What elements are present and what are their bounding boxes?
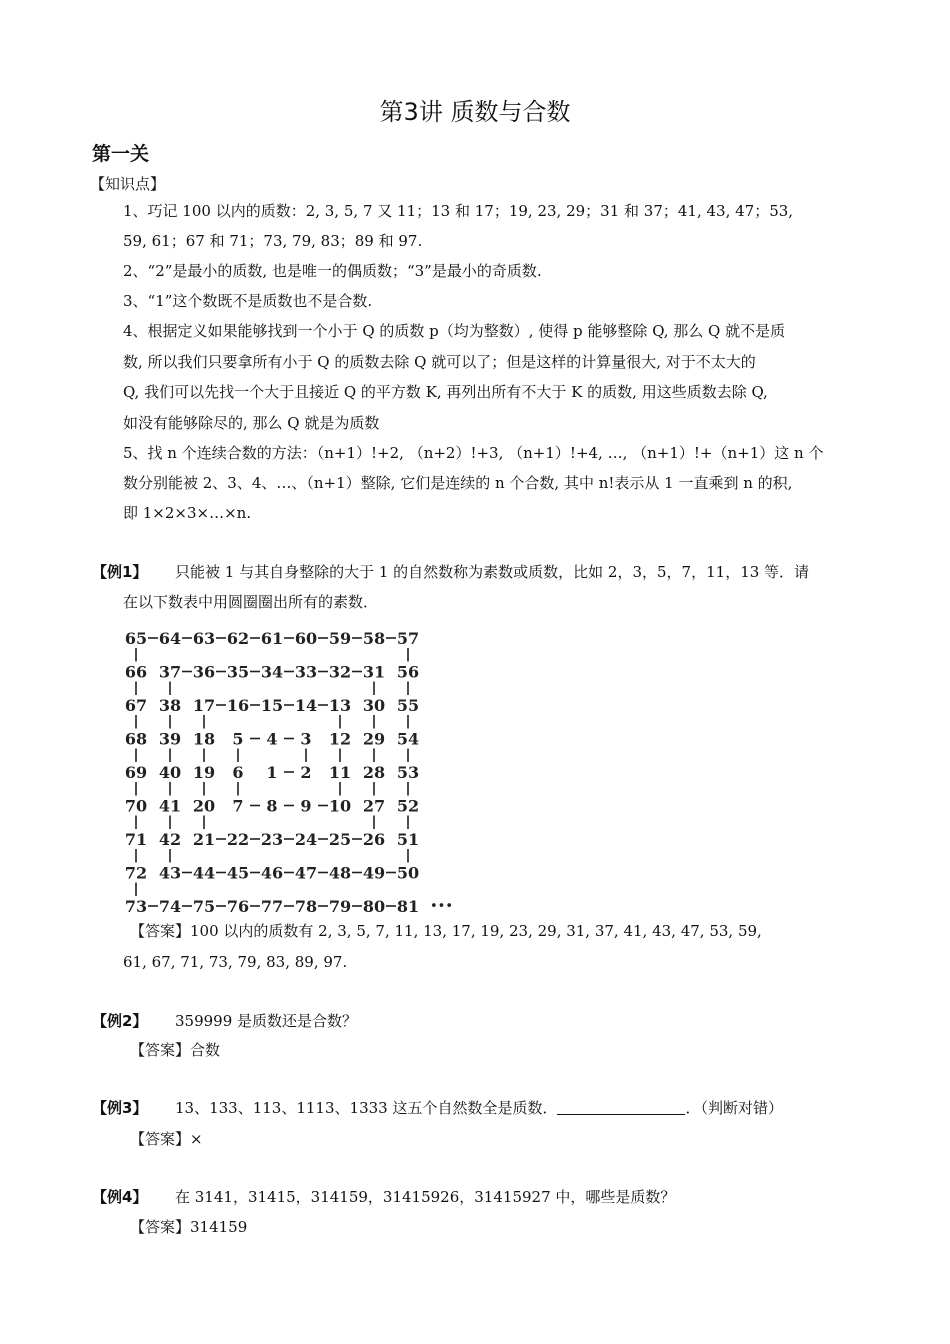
- spiral-number: 72: [124, 863, 148, 883]
- spiral-number: 8: [266, 796, 278, 816]
- spiral-number: 53: [396, 763, 420, 782]
- knowledge-point-1a: 1、巧记 100 以内的质数：2, 3, 5, 7 又 11；13 和 17；19, 23, 29；31 和 37；41, 43, 47；53,: [123, 202, 794, 220]
- spiral-number: 69: [124, 763, 148, 782]
- spiral-number: 75: [192, 897, 216, 914]
- knowledge-point-5a: 5、找 n 个连续合数的方法：（n+1）!+2, （n+2）!+3, （n+1）!+4, …, （n+1）!+（n+1）这 n 个: [123, 444, 824, 462]
- section-heading: 第一关: [92, 143, 150, 165]
- spiral-number: 9: [300, 796, 312, 816]
- knowledge-point-4d: 如没有能够除尽的, 那么 Q 就是为质数: [123, 414, 380, 432]
- spiral-number: 19: [192, 763, 216, 782]
- spiral-number: 38: [158, 696, 182, 715]
- spiral-number: 80: [362, 897, 386, 914]
- spiral-number: 49: [362, 863, 386, 883]
- spiral-number: 22: [226, 830, 250, 849]
- spiral-number: 23: [260, 830, 284, 849]
- spiral-number: 74: [158, 897, 182, 914]
- spiral-number: 45: [226, 863, 250, 883]
- example-1-answer-line2: 61, 67, 71, 73, 79, 83, 89, 97.: [123, 953, 348, 971]
- spiral-number: 56: [396, 662, 420, 682]
- example-3-label: 【例3】: [92, 1099, 148, 1117]
- spiral-number: 52: [396, 796, 420, 816]
- spiral-number: 5: [232, 729, 244, 749]
- spiral-number: 76: [226, 897, 250, 914]
- spiral-number: 41: [158, 796, 182, 816]
- spiral-number: 48: [328, 863, 352, 883]
- spiral-number: 40: [158, 763, 182, 782]
- spiral-number: 11: [328, 763, 352, 782]
- spiral-number: 20: [192, 796, 216, 816]
- spiral-number: 39: [158, 729, 182, 749]
- spiral-number: 51: [396, 830, 420, 849]
- example-1-question-line1: 只能被 1 与其自身整除的大于 1 的自然数称为素数或质数，比如 2，3，5，7，11，13 等．请: [175, 563, 810, 581]
- spiral-number: 50: [396, 863, 420, 883]
- spiral-number: 60: [294, 629, 318, 648]
- spiral-number: 13: [328, 696, 352, 715]
- spiral-number: 36: [192, 662, 216, 682]
- spiral-number: 71: [124, 830, 148, 849]
- knowledge-point-3: 3、“1”这个数既不是质数也不是合数.: [123, 292, 373, 310]
- spiral-number: 14: [294, 696, 318, 715]
- spiral-number: 77: [260, 897, 284, 914]
- knowledge-point-4a: 4、根据定义如果能够找到一个小于 Q 的质数 p（均为整数）, 使得 p 能够整除 Q, 那么 Q 就不是质: [123, 322, 786, 340]
- spiral-number: 29: [362, 729, 386, 749]
- spiral-number: 46: [260, 863, 284, 883]
- spiral-number: 47: [294, 863, 318, 883]
- spiral-number: 81: [396, 897, 420, 914]
- spiral-number: 6: [232, 763, 244, 782]
- spiral-number: 61: [260, 629, 284, 648]
- number-spiral-figure: [122, 624, 478, 914]
- example-4-label: 【例4】: [92, 1188, 148, 1206]
- knowledge-point-5c: 即 1×2×3×…×n.: [123, 504, 252, 522]
- knowledge-point-2: 2、“2”是最小的质数, 也是唯一的偶质数；“3”是最小的奇质数.: [123, 262, 542, 280]
- spiral-number: 42: [158, 830, 182, 849]
- spiral-number: 27: [362, 796, 386, 816]
- spiral-number: 30: [362, 696, 386, 715]
- spiral-number: 57: [396, 629, 420, 648]
- example-1-answer-line1: 【答案】100 以内的质数有 2, 3, 5, 7, 11, 13, 17, 19, 23, 29, 31, 37, 41, 43, 47, 53, 59,: [130, 922, 762, 940]
- spiral-number: 25: [328, 830, 352, 849]
- spiral-number: 79: [328, 897, 352, 914]
- knowledge-point-4c: Q, 我们可以先找一个大于且接近 Q 的平方数 K, 再列出所有不大于 K 的质数, 用这些质数去除 Q,: [123, 383, 768, 401]
- spiral-number: 2: [300, 763, 312, 782]
- spiral-number: 28: [362, 763, 386, 782]
- knowledge-point-5b: 数分别能被 2、3、4、…、（n+1）整除, 它们是连续的 n 个合数, 其中 n!表示从 1 一直乘到 n 的积,: [123, 474, 793, 492]
- spiral-number: 54: [396, 729, 420, 749]
- spiral-number: 43: [158, 863, 182, 883]
- spiral-number: 55: [396, 696, 420, 715]
- spiral-number: 73: [124, 897, 148, 914]
- knowledge-point-4b: 数, 所以我们只要拿所有小于 Q 的质数去除 Q 就可以了；但是这样的计算量很大, 对于不太大的: [123, 353, 756, 371]
- spiral-number: 62: [226, 629, 250, 648]
- spiral-number: 7: [232, 796, 244, 816]
- spiral-number: 32: [328, 662, 352, 682]
- spiral-number: 58: [362, 629, 386, 648]
- spiral-number: 59: [328, 629, 352, 648]
- spiral-number: 10: [328, 796, 352, 816]
- example-1-label: 【例1】: [92, 563, 148, 581]
- spiral-ellipsis: •••: [430, 899, 454, 914]
- knowledge-tag: 【知识点】: [90, 175, 166, 193]
- example-2-answer: 【答案】合数: [130, 1041, 221, 1059]
- spiral-number: 65: [124, 629, 148, 648]
- spiral-number: 4: [266, 729, 278, 749]
- spiral-number: 1: [266, 763, 278, 782]
- spiral-number: 34: [260, 662, 284, 682]
- spiral-number: 66: [124, 662, 148, 682]
- page-title: 第3讲 质数与合数: [379, 98, 571, 126]
- spiral-number: 35: [226, 662, 250, 682]
- spiral-number: 68: [124, 729, 148, 749]
- spiral-number: 3: [300, 729, 312, 749]
- spiral-number: 26: [362, 830, 386, 849]
- spiral-number: 21: [192, 830, 216, 849]
- spiral-number: 33: [294, 662, 318, 682]
- spiral-number: 67: [124, 696, 148, 715]
- answer-blank: [557, 1100, 685, 1115]
- spiral-number: 12: [328, 729, 352, 749]
- example-3-answer: 【答案】×: [130, 1130, 203, 1148]
- example-3-question-text: 13、133、113、1113、1333 这五个自然数全是质数．: [175, 1099, 558, 1117]
- spiral-number: 63: [192, 629, 216, 648]
- example-2-question: 359999 是质数还是合数？: [175, 1012, 358, 1030]
- example-4-answer: 【答案】314159: [130, 1218, 248, 1236]
- spiral-number: 24: [294, 830, 318, 849]
- number-spiral-table: [122, 624, 478, 914]
- spiral-number: 15: [260, 696, 284, 715]
- example-1-question-line2: 在以下数表中用圆圈圈出所有的素数．: [123, 593, 379, 611]
- spiral-number: 16: [226, 696, 250, 715]
- example-3-question: [175, 1098, 783, 1118]
- spiral-number: 64: [158, 629, 182, 648]
- spiral-number: 31: [362, 662, 386, 682]
- knowledge-point-1b: 59, 61；67 和 71；73, 79, 83；89 和 97.: [123, 232, 423, 250]
- spiral-number: 18: [192, 729, 216, 749]
- spiral-number: 78: [294, 897, 318, 914]
- spiral-number: 70: [124, 796, 148, 816]
- example-4-question: 在 3141，31415，314159，31415926，31415927 中，哪些是质数？: [175, 1188, 676, 1206]
- example-2-label: 【例2】: [92, 1012, 148, 1030]
- spiral-number: 44: [192, 863, 216, 883]
- spiral-number: 17: [192, 696, 216, 715]
- spiral-number: 37: [158, 662, 182, 682]
- example-3-question-suffix: ．（判断对错）: [685, 1099, 783, 1117]
